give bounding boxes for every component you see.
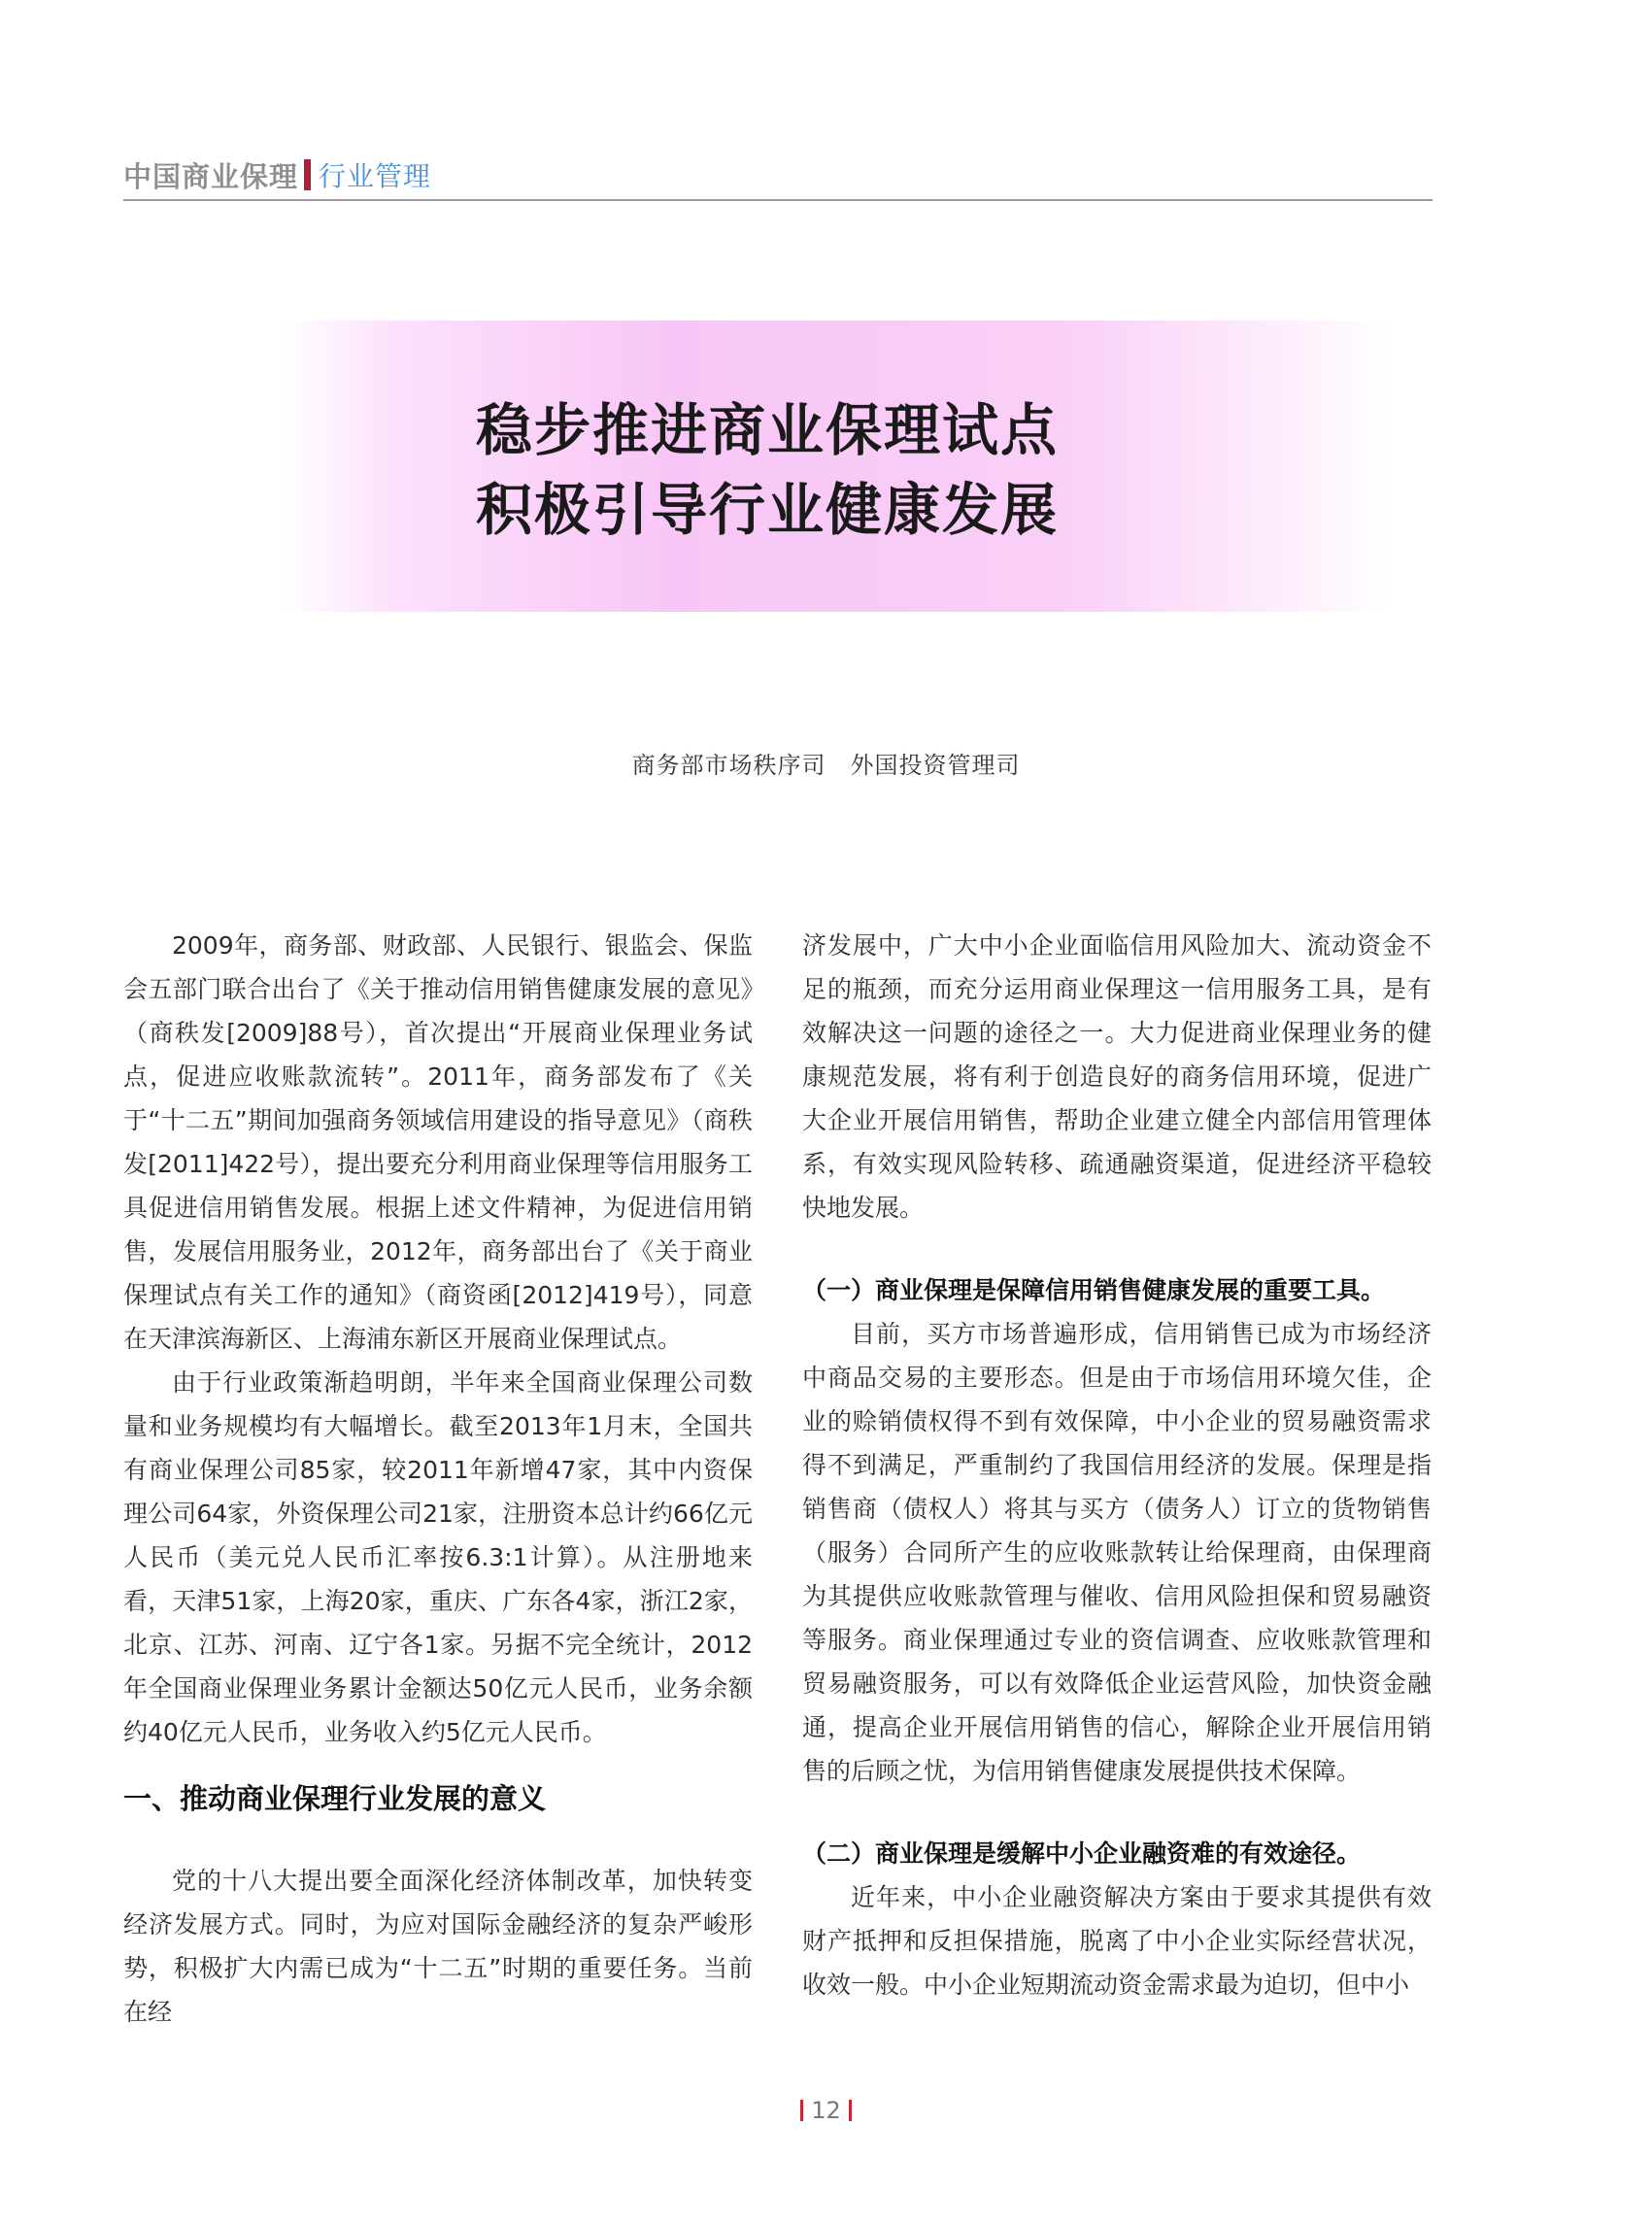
- page-number: 12: [811, 2097, 841, 2124]
- left-column: [123, 924, 753, 2034]
- paragraph: 济发展中，广大中小企业面临信用风险加大、流动资金不足的瓶颈，而充分运用商业保理这一信用服务工具，是有效解决这一问题的途径之一。大力促进商业保理业务的健康规范发展，将有利于创造良好的商务信用环境，促进广大企业开展信用销售，帮助企业建立健全内部信用管理体系，有效实现风险转移、疏通融资渠道，促进经济平稳较快地发展。: [802, 931, 1432, 1222]
- header-rule: [123, 199, 1433, 201]
- subsection-heading: （一）商业保理是保障信用销售健康发展的重要工具。: [802, 1276, 1386, 1304]
- magazine-brand: 中国商业保理: [123, 159, 299, 193]
- title-line-1: 稳步推进商业保理试点: [476, 397, 1060, 463]
- subsection-heading: （二）商业保理是缓解中小企业融资难的有效途径。: [802, 1839, 1362, 1868]
- section-heading: 一、推动商业保理行业发展的意义: [123, 1782, 547, 1815]
- page-number-bar-left: [800, 2100, 803, 2121]
- paragraph: 由于行业政策渐趋明朗，半年来全国商业保理公司数量和业务规模均有大幅增长。截至2013年1月末，全国共有商业保理公司85家，较2011年新增47家，其中内资保理公司64家，外资保理公司21家，注册资本总计约66亿元人民币（美元兑人民币汇率按6.3:1计算）。从注册地来看，天津51家，上海20家，重庆、广东各4家，浙江2家，北京、江苏、河南、辽宁各1家。另据不完全统计，2012年全国商业保理业务累计金额达50亿元人民币，业务余额约40亿元人民币，业务收入约5亿元人民币。: [123, 1368, 753, 1746]
- running-header: [123, 152, 1433, 198]
- paragraph: 近年来，中小企业融资解决方案由于要求其提供有效财产抵押和反担保措施，脱离了中小企业实际经营状况，收效一般。中小企业短期流动资金需求最为迫切，但中小: [802, 1883, 1432, 1999]
- paragraph: 党的十八大提出要全面深化经济体制改革，加快转变经济发展方式。同时，为应对国际金融经济的复杂严峻形势，积极扩大内需已成为“十二五”时期的重要任务。当前在经: [123, 1867, 753, 2026]
- paragraph: 2009年，商务部、财政部、人民银行、银监会、保监会五部门联合出台了《关于推动信用销售健康发展的意见》（商秩发[2009]88号），首次提出“开展商业保理业务试点，促进应收账款流转”。2011年，商务部发布了《关于“十二五”期间加强商务领域信用建设的指导意见》（商秩发[2011]422号），提出要充分利用商业保理等信用服务工具促进信用销售发展。根据上述文件精神，为促进信用销售，发展信用服务业，2012年，商务部出台了《关于商业保理试点有关工作的通知》（商资函[2012]419号），同意在天津滨海新区、上海浦东新区开展商业保理试点。: [123, 931, 753, 1353]
- right-column: [802, 924, 1432, 2007]
- section-name: 行业管理: [319, 160, 432, 192]
- header-divider-bar: [304, 159, 311, 190]
- title-line-2: 积极引导行业健康发展: [476, 477, 1060, 543]
- page-number-footer: [0, 2097, 1652, 2124]
- paragraph: 目前，买方市场普遍形成，信用销售已成为市场经济中商品交易的主要形态。但是由于市场信用环境欠佳，企业的赊销债权得不到有效保障，中小企业的贸易融资需求得不到满足，严重制约了我国信用经济的发展。保理是指销售商（债权人）将其与买方（债务人）订立的货物销售（服务）合同所产生的应收账款转让给保理商，由保理商为其提供应收账款管理与催收、信用风险担保和贸易融资等服务。商业保理通过专业的资信调查、应收账款管理和贸易融资服务，可以有效降低企业运营风险，加快资金融通，提高企业开展信用销售的信心，解除企业开展信用销售的后顾之忧，为信用销售健康发展提供技术保障。: [802, 1320, 1432, 1785]
- page-number-bar-right: [849, 2100, 852, 2121]
- author-byline: 商务部市场秩序司 外国投资管理司: [631, 752, 1021, 779]
- article-title: [476, 390, 1156, 550]
